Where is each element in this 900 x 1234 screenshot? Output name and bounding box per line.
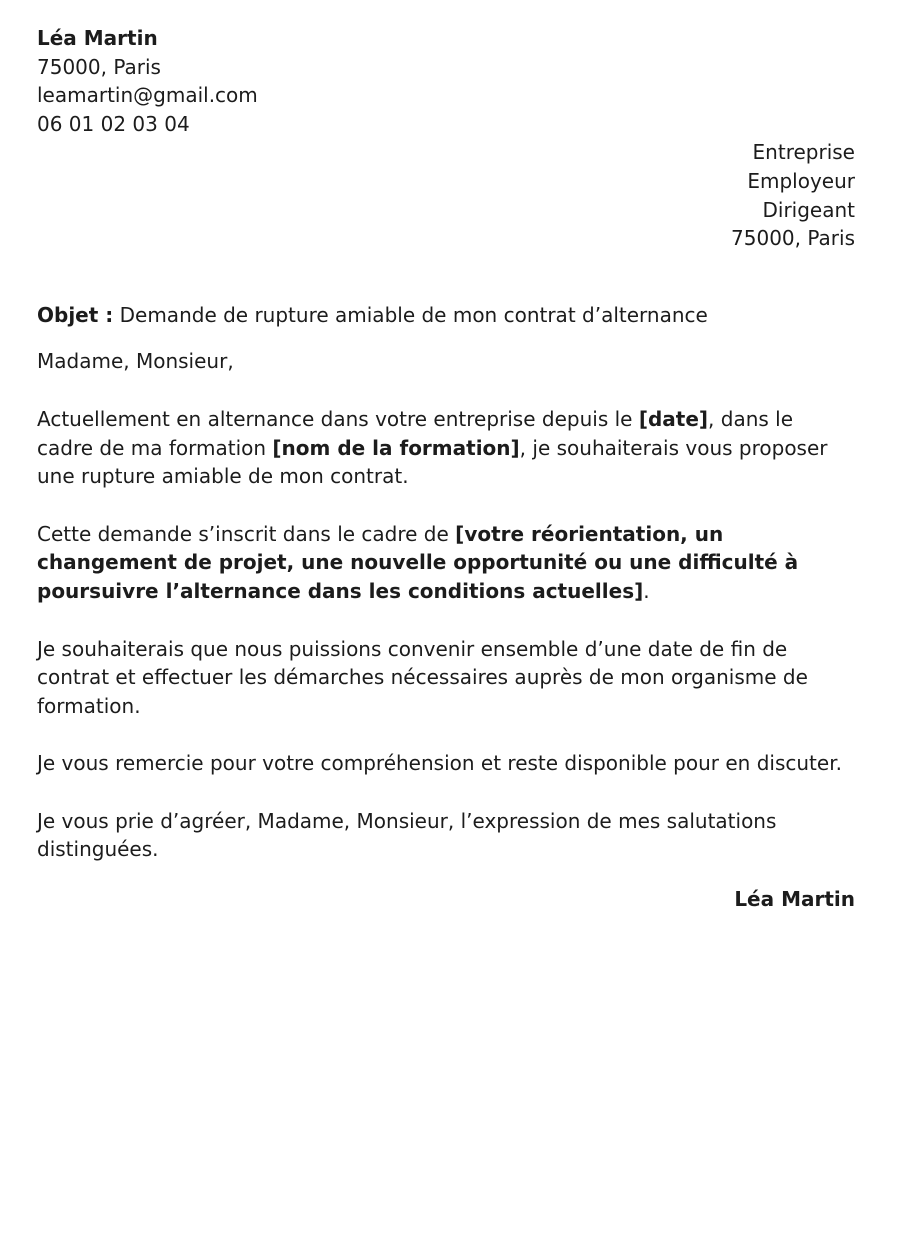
subject-line [37,301,855,330]
recipient-company: Entreprise [752,140,855,165]
paragraph-1-text-2: , dans le cadre de ma formation [37,406,794,460]
subject-label: Objet : [37,302,114,327]
placeholder-reason: [votre réorientation, un changement de projet, une nouvelle opportunité ou une difficulté à poursuivre l’alternance dans les conditions actuelles] [37,521,799,603]
recipient-employer: Employeur [747,168,855,193]
sender-phone: 06 01 02 03 04 [37,111,190,136]
recipient-city: 75000, Paris [731,226,855,251]
paragraph-1-text-1: Actuellement en alternance dans votre entreprise depuis le [37,406,639,431]
recipient-block [37,138,855,252]
signature: Léa Martin [734,887,855,912]
paragraph-1-text-3: , je souhaiterais vous proposer une rupture amiable de mon contrat. [37,435,828,489]
sender-name: Léa Martin [37,26,158,50]
paragraph-2-text-1: Cette demande s’inscrit dans le cadre de [37,521,456,546]
sender-city: 75000, Paris [37,54,161,79]
paragraph-5: Je vous prie d’agréer, Madame, Monsieur, l’expression de mes salutations distinguées. [37,808,777,862]
greeting: Madame, Monsieur, [37,349,234,374]
letter [37,24,855,914]
sender-block [37,24,855,138]
paragraph-2-text-2: . [643,578,650,603]
subject-text: Demande de rupture amiable de mon contrat d’alternance [113,302,708,327]
paragraph-1 [37,405,855,491]
placeholder-formation: [nom de la formation] [272,435,520,460]
recipient-director: Dirigeant [762,197,855,222]
paragraph-4: Je vous remercie pour votre compréhension et reste disponible pour en discuter. [37,751,842,776]
sender-email: leamartin@gmail.com [37,83,258,108]
placeholder-date: [date] [638,406,709,431]
paragraph-2 [37,520,855,606]
paragraph-3: Je souhaiterais que nous puissions convenir ensemble d’une date de fin de contrat et effectuer les démarches nécessaires auprès de mon organisme de formation. [37,636,808,718]
